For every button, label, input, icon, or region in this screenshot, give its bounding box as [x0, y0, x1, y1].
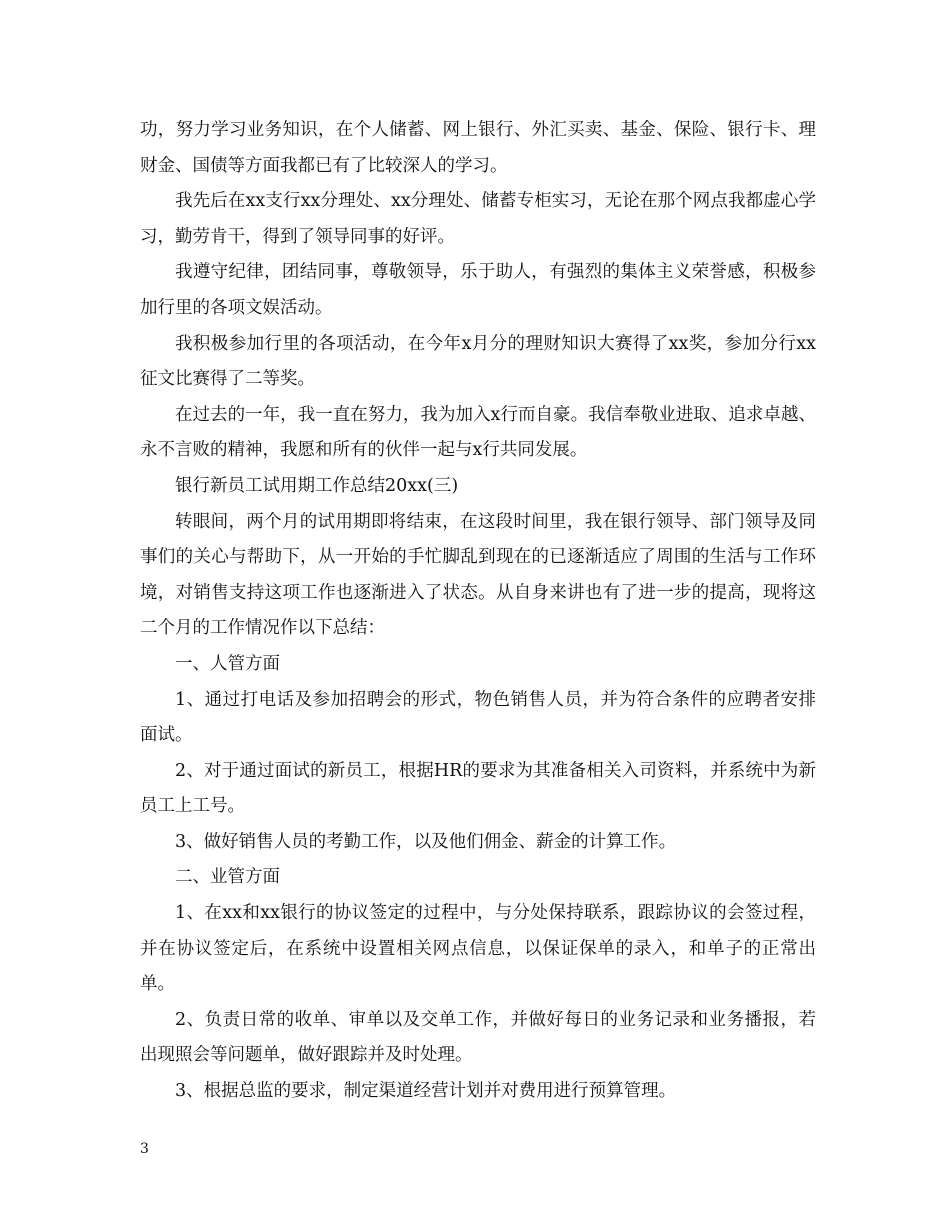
section-heading: 一、人管方面: [175, 653, 280, 674]
page-number: 3: [140, 1141, 149, 1157]
list-item: 3、做好销售人员的考勤工作，以及他们佣金、薪金的计算工作。: [175, 831, 677, 852]
section-heading: 银行新员工试用期工作总结20xx(三): [175, 475, 459, 496]
section-heading: 二、业管方面: [175, 867, 280, 888]
list-item: 1、通过打电话及参加招聘会的形式，物色销售人员，并为符合条件的应聘者安排面试。: [140, 689, 816, 746]
paragraph: 转眼间，两个月的试用期即将结束，在这段时间里，我在银行领导、部门领导及同事们的关心与帮助下，从一开始的手忙脚乱到现在的已逐渐适应了周围的生活与工作环境，对销售支持这项工作也逐渐进入了状态。从自身来讲也有了进一步的提高，现将这二个月的工作情况作以下总结：: [140, 511, 816, 639]
document-body: [140, 113, 816, 1110]
list-item: 1、在xx和xx银行的协议签定的过程中，与分处保持联系，跟踪协议的会签过程，并在协议签定后，在系统中设置相关网点信息，以保证保单的录入，和单子的正常出单。: [140, 903, 816, 995]
paragraph: 功，努力学习业务知识，在个人储蓄、网上银行、外汇买卖、基金、保险、银行卡、理财金、国债等方面我都已有了比较深人的学习。: [140, 120, 816, 176]
list-item: 2、负责日常的收单、审单以及交单工作，并做好每日的业务记录和业务播报，若出现照会等问题单，做好跟踪并及时处理。: [140, 1009, 816, 1066]
list-item: 3、根据总监的要求，制定渠道经营计划并对费用进行预算管理。: [175, 1081, 677, 1102]
paragraph: 我积极参加行里的各项活动，在今年x月分的理财知识大赛得了xx奖，参加分行xx征文比赛得了二等奖。: [140, 333, 816, 390]
paragraph: 我先后在xx支行xx分理处、xx分理处、储蓄专柜实习，无论在那个网点我都虚心学习，勤劳肯干，得到了领导同事的好评。: [140, 191, 816, 247]
paragraph: 在过去的一年，我一直在努力，我为加入x行而自豪。我信奉敬业进取、追求卓越、永不言败的精神，我愿和所有的伙伴一起与x行共同发展。: [140, 404, 816, 461]
list-item: 2、对于通过面试的新员工，根据HR的要求为其准备相关入司资料，并系统中为新员工上工号。: [140, 760, 816, 817]
paragraph: 我遵守纪律，团结同事，尊敬领导，乐于助人，有强烈的集体主义荣誉感，积极参加行里的各项文娱活动。: [140, 262, 816, 318]
